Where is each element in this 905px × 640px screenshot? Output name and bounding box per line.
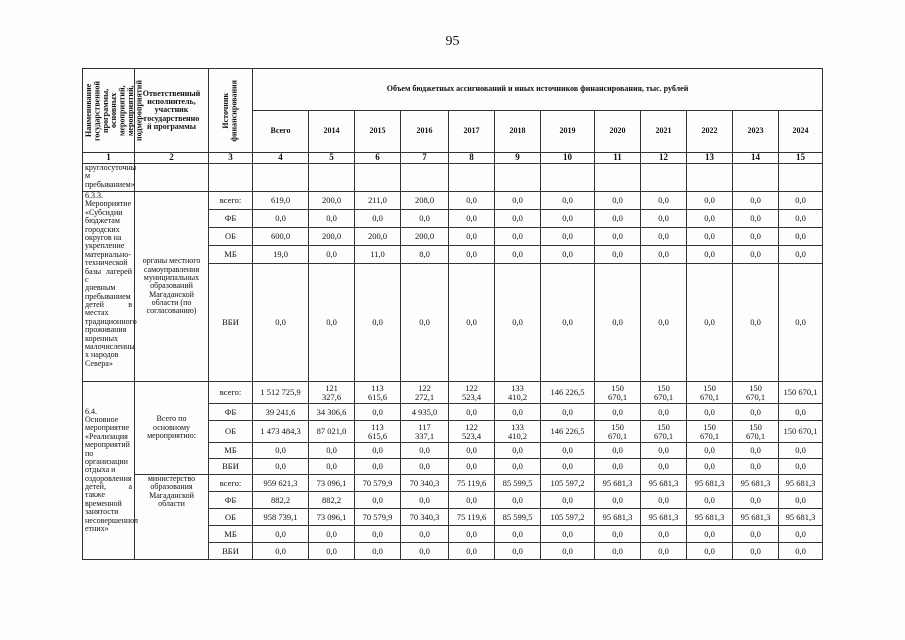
source-cell: ВБИ	[209, 459, 253, 475]
source-cell: ОБ	[209, 228, 253, 246]
value-cell: 0,0	[733, 443, 779, 459]
header-year: 2023	[733, 111, 779, 153]
value-cell: 0,0	[641, 228, 687, 246]
value-cell: 0,0	[779, 246, 823, 264]
value-cell: 0,0	[779, 492, 823, 509]
source-cell: ОБ	[209, 421, 253, 443]
value-cell: 8,0	[401, 246, 449, 264]
value-cell: 0,0	[733, 210, 779, 228]
header-year: 2018	[495, 111, 541, 153]
source-cell: МБ	[209, 246, 253, 264]
value-cell: 0,0	[687, 459, 733, 475]
value-cell: 150 670,1	[733, 421, 779, 443]
value-cell: 0,0	[309, 246, 355, 264]
value-cell: 0,0	[733, 459, 779, 475]
column-number: 7	[401, 153, 449, 164]
value-cell: 0,0	[449, 264, 495, 382]
page-number: 95	[445, 34, 460, 49]
value-cell: 0,0	[495, 459, 541, 475]
continued-name: круглосуточны м пребыванием»	[83, 164, 135, 192]
source-cell: МБ	[209, 443, 253, 459]
column-number: 14	[733, 153, 779, 164]
value-cell: 95 681,3	[687, 475, 733, 492]
value-cell: 0,0	[687, 246, 733, 264]
value-cell: 0,0	[595, 210, 641, 228]
value-cell: 211,0	[355, 192, 401, 210]
value-cell: 0,0	[595, 526, 641, 543]
value-cell: 0,0	[449, 459, 495, 475]
value-cell: 0,0	[733, 228, 779, 246]
value-cell: 0,0	[355, 492, 401, 509]
value-cell: 0,0	[495, 526, 541, 543]
source-cell: ВБИ	[209, 543, 253, 560]
value-cell: 0,0	[779, 264, 823, 382]
value-cell: 70 340,3	[401, 475, 449, 492]
value-cell: 0,0	[687, 492, 733, 509]
value-cell: 0,0	[355, 526, 401, 543]
header-total: Всего	[253, 111, 309, 153]
value-cell: 150 670,1	[687, 421, 733, 443]
value-cell: 0,0	[355, 210, 401, 228]
value-cell: 0,0	[355, 264, 401, 382]
value-cell: 0,0	[309, 543, 355, 560]
header-source-cell	[209, 69, 253, 153]
value-cell: 150 670,1	[595, 421, 641, 443]
value-cell: 146 226,5	[541, 421, 595, 443]
value-cell: 0,0	[401, 543, 449, 560]
value-cell: 0,0	[253, 443, 309, 459]
value-cell: 0,0	[595, 192, 641, 210]
value-cell: 0,0	[779, 526, 823, 543]
source-cell: всего:	[209, 382, 253, 404]
value-cell: 0,0	[309, 526, 355, 543]
value-cell: 0,0	[641, 264, 687, 382]
value-cell: 0,0	[733, 192, 779, 210]
table-row	[83, 192, 823, 210]
value-cell: 600,0	[253, 228, 309, 246]
value-cell: 882,2	[309, 492, 355, 509]
value-cell: 122 523,4	[449, 421, 495, 443]
value-cell: 0,0	[401, 526, 449, 543]
value-cell: 150 670,1	[779, 382, 823, 404]
value-cell: 11,0	[355, 246, 401, 264]
value-cell: 0,0	[779, 443, 823, 459]
value-cell: 0,0	[687, 526, 733, 543]
value-cell: 0,0	[779, 228, 823, 246]
value-cell: 34 306,6	[309, 404, 355, 421]
value-cell: 882,2	[253, 492, 309, 509]
value-cell: 0,0	[779, 404, 823, 421]
value-cell: 0,0	[401, 459, 449, 475]
header-year: 2016	[401, 111, 449, 153]
value-cell: 0,0	[641, 443, 687, 459]
header-year: 2021	[641, 111, 687, 153]
value-cell: 0,0	[641, 210, 687, 228]
header-name-cell	[83, 69, 144, 153]
value-cell: 113 615,6	[355, 382, 401, 404]
header-budget: Объем бюджетных ассигнований и иных источников финансирования, тыс. рублей	[253, 69, 823, 111]
column-number: 12	[641, 153, 687, 164]
value-cell: 1 512 725,9	[253, 382, 309, 404]
value-cell: 0,0	[309, 459, 355, 475]
value-cell: 0,0	[733, 543, 779, 560]
value-cell: 0,0	[495, 246, 541, 264]
value-cell: 0,0	[595, 404, 641, 421]
value-cell: 70 579,9	[355, 509, 401, 526]
column-number-row	[83, 153, 823, 164]
value-cell: 105 597,2	[541, 475, 595, 492]
value-cell: 95 681,3	[595, 475, 641, 492]
value-cell: 0,0	[595, 246, 641, 264]
value-cell: 95 681,3	[687, 509, 733, 526]
header-year: 2017	[449, 111, 495, 153]
value-cell: 150 670,1	[595, 382, 641, 404]
value-cell: 0,0	[495, 192, 541, 210]
value-cell: 0,0	[733, 526, 779, 543]
value-cell: 0,0	[595, 228, 641, 246]
value-cell: 0,0	[595, 443, 641, 459]
column-number: 3	[209, 153, 253, 164]
column-number: 10	[541, 153, 595, 164]
value-cell: 0,0	[541, 459, 595, 475]
value-cell: 0,0	[253, 459, 309, 475]
value-cell: 0,0	[541, 443, 595, 459]
source-cell: ФБ	[209, 210, 253, 228]
value-cell: 0,0	[541, 404, 595, 421]
value-cell: 150 670,1	[779, 421, 823, 443]
header-year: 2020	[595, 111, 641, 153]
column-number: 5	[309, 153, 355, 164]
item-64-name: 6.4. Основное мероприятие «Реализация мероприятий по организации отдыха и оздоровления детей, а также временной занятости несовершеннол етних»	[83, 382, 135, 560]
value-cell: 0,0	[595, 543, 641, 560]
item-633-responsible: органы местного самоуправления муниципальных образований Магаданской области (по согласованию)	[135, 192, 209, 382]
value-cell: 150 670,1	[641, 421, 687, 443]
header-year: 2014	[309, 111, 355, 153]
value-cell: 0,0	[733, 492, 779, 509]
value-cell: 0,0	[495, 264, 541, 382]
value-cell: 95 681,3	[641, 475, 687, 492]
value-cell: 200,0	[309, 228, 355, 246]
value-cell: 87 021,0	[309, 421, 355, 443]
value-cell: 0,0	[641, 246, 687, 264]
header-year: 2022	[687, 111, 733, 153]
value-cell: 95 681,3	[733, 475, 779, 492]
value-cell: 0,0	[495, 210, 541, 228]
header-responsible: Ответственный исполнитель, участник государственно й программы	[135, 69, 209, 153]
value-cell: 0,0	[541, 228, 595, 246]
value-cell: 0,0	[541, 192, 595, 210]
source-cell: ОБ	[209, 509, 253, 526]
value-cell: 0,0	[541, 264, 595, 382]
value-cell: 0,0	[495, 228, 541, 246]
value-cell: 146 226,5	[541, 382, 595, 404]
value-cell: 0,0	[495, 543, 541, 560]
value-cell: 0,0	[449, 210, 495, 228]
value-cell: 0,0	[495, 404, 541, 421]
value-cell: 0,0	[355, 404, 401, 421]
value-cell: 0,0	[401, 210, 449, 228]
value-cell: 0,0	[401, 492, 449, 509]
value-cell: 0,0	[541, 526, 595, 543]
column-number: 1	[83, 153, 135, 164]
value-cell: 0,0	[641, 526, 687, 543]
value-cell: 0,0	[687, 264, 733, 382]
value-cell: 208,0	[401, 192, 449, 210]
value-cell: 0,0	[779, 192, 823, 210]
value-cell: 70 340,3	[401, 509, 449, 526]
value-cell: 0,0	[687, 210, 733, 228]
budget-table	[82, 68, 823, 560]
value-cell: 0,0	[687, 228, 733, 246]
value-cell: 0,0	[401, 443, 449, 459]
item-633-name: 6.3.3. Мероприятие «Субсидии бюджетам городских округов на укрепление материально- технической базы лагерей с дневным пребыванием детей в местах традиционного проживания коренных малочисленны х народов Севера»	[83, 192, 135, 382]
value-cell: 0,0	[495, 443, 541, 459]
value-cell: 0,0	[355, 459, 401, 475]
source-cell: ВБИ	[209, 264, 253, 382]
value-cell: 150 670,1	[687, 382, 733, 404]
value-cell: 121 327,6	[309, 382, 355, 404]
column-number: 8	[449, 153, 495, 164]
value-cell: 95 681,3	[779, 475, 823, 492]
value-cell: 0,0	[355, 543, 401, 560]
header-year: 2015	[355, 111, 401, 153]
value-cell: 0,0	[733, 264, 779, 382]
value-cell: 200,0	[309, 192, 355, 210]
column-number: 2	[135, 153, 209, 164]
value-cell: 0,0	[401, 264, 449, 382]
column-number: 11	[595, 153, 641, 164]
value-cell: 0,0	[449, 526, 495, 543]
value-cell: 0,0	[595, 264, 641, 382]
value-cell: 0,0	[253, 264, 309, 382]
source-cell: МБ	[209, 526, 253, 543]
continuation-row	[83, 164, 823, 192]
value-cell: 1 473 484,3	[253, 421, 309, 443]
value-cell: 0,0	[449, 192, 495, 210]
item-64-ministry: министерство образования Магаданской области	[135, 475, 209, 560]
value-cell: 150 670,1	[733, 382, 779, 404]
header-row-1	[83, 69, 823, 111]
value-cell: 122 272,1	[401, 382, 449, 404]
value-cell: 0,0	[687, 443, 733, 459]
value-cell: 95 681,3	[641, 509, 687, 526]
value-cell: 200,0	[355, 228, 401, 246]
header-source: Источник финансирования	[221, 79, 239, 142]
header-year: 2024	[779, 111, 823, 153]
source-cell: ФБ	[209, 492, 253, 509]
value-cell: 0,0	[449, 404, 495, 421]
value-cell: 133 410,2	[495, 421, 541, 443]
value-cell: 0,0	[253, 543, 309, 560]
value-cell: 0,0	[687, 543, 733, 560]
header-name: Наименование государственной программы, основных мероприятий, мероприятий, подмероприятий	[84, 79, 144, 142]
value-cell: 0,0	[641, 459, 687, 475]
value-cell: 0,0	[253, 210, 309, 228]
value-cell: 122 523,4	[449, 382, 495, 404]
value-cell: 0,0	[641, 192, 687, 210]
value-cell: 0,0	[641, 404, 687, 421]
value-cell: 85 599,5	[495, 475, 541, 492]
value-cell: 0,0	[779, 543, 823, 560]
value-cell: 619,0	[253, 192, 309, 210]
value-cell: 0,0	[355, 443, 401, 459]
value-cell: 19,0	[253, 246, 309, 264]
value-cell: 105 597,2	[541, 509, 595, 526]
value-cell: 0,0	[449, 443, 495, 459]
table-row	[83, 382, 823, 404]
value-cell: 0,0	[541, 492, 595, 509]
value-cell: 0,0	[595, 459, 641, 475]
value-cell: 200,0	[401, 228, 449, 246]
value-cell: 0,0	[449, 492, 495, 509]
value-cell: 85 599,5	[495, 509, 541, 526]
value-cell: 0,0	[541, 210, 595, 228]
value-cell: 0,0	[595, 492, 641, 509]
value-cell: 4 935,0	[401, 404, 449, 421]
value-cell: 0,0	[309, 443, 355, 459]
source-cell: ФБ	[209, 404, 253, 421]
value-cell: 958 739,1	[253, 509, 309, 526]
value-cell: 70 579,9	[355, 475, 401, 492]
value-cell: 75 119,6	[449, 475, 495, 492]
header-year: 2019	[541, 111, 595, 153]
value-cell: 150 670,1	[641, 382, 687, 404]
value-cell: 0,0	[733, 404, 779, 421]
value-cell: 133 410,2	[495, 382, 541, 404]
column-number: 13	[687, 153, 733, 164]
value-cell: 0,0	[449, 246, 495, 264]
value-cell: 0,0	[495, 492, 541, 509]
column-number: 15	[779, 153, 823, 164]
value-cell: 0,0	[779, 210, 823, 228]
column-number: 9	[495, 153, 541, 164]
source-cell: всего:	[209, 475, 253, 492]
value-cell: 0,0	[641, 492, 687, 509]
value-cell: 73 096,1	[309, 475, 355, 492]
value-cell: 0,0	[541, 543, 595, 560]
value-cell: 0,0	[687, 192, 733, 210]
column-number: 4	[253, 153, 309, 164]
table-row	[83, 475, 823, 492]
value-cell: 95 681,3	[595, 509, 641, 526]
value-cell: 75 119,6	[449, 509, 495, 526]
value-cell: 39 241,6	[253, 404, 309, 421]
column-number: 6	[355, 153, 401, 164]
source-cell: всего:	[209, 192, 253, 210]
value-cell: 73 096,1	[309, 509, 355, 526]
value-cell: 0,0	[449, 228, 495, 246]
value-cell: 0,0	[541, 246, 595, 264]
value-cell: 0,0	[687, 404, 733, 421]
item-64-total-label: Всего по основному мероприятию:	[135, 382, 209, 475]
value-cell: 0,0	[641, 543, 687, 560]
value-cell: 0,0	[779, 459, 823, 475]
value-cell: 95 681,3	[733, 509, 779, 526]
value-cell: 0,0	[309, 264, 355, 382]
value-cell: 0,0	[449, 543, 495, 560]
value-cell: 959 621,3	[253, 475, 309, 492]
value-cell: 117 337,1	[401, 421, 449, 443]
value-cell: 0,0	[309, 210, 355, 228]
value-cell: 0,0	[733, 246, 779, 264]
value-cell: 0,0	[253, 526, 309, 543]
value-cell: 95 681,3	[779, 509, 823, 526]
value-cell: 113 615,6	[355, 421, 401, 443]
